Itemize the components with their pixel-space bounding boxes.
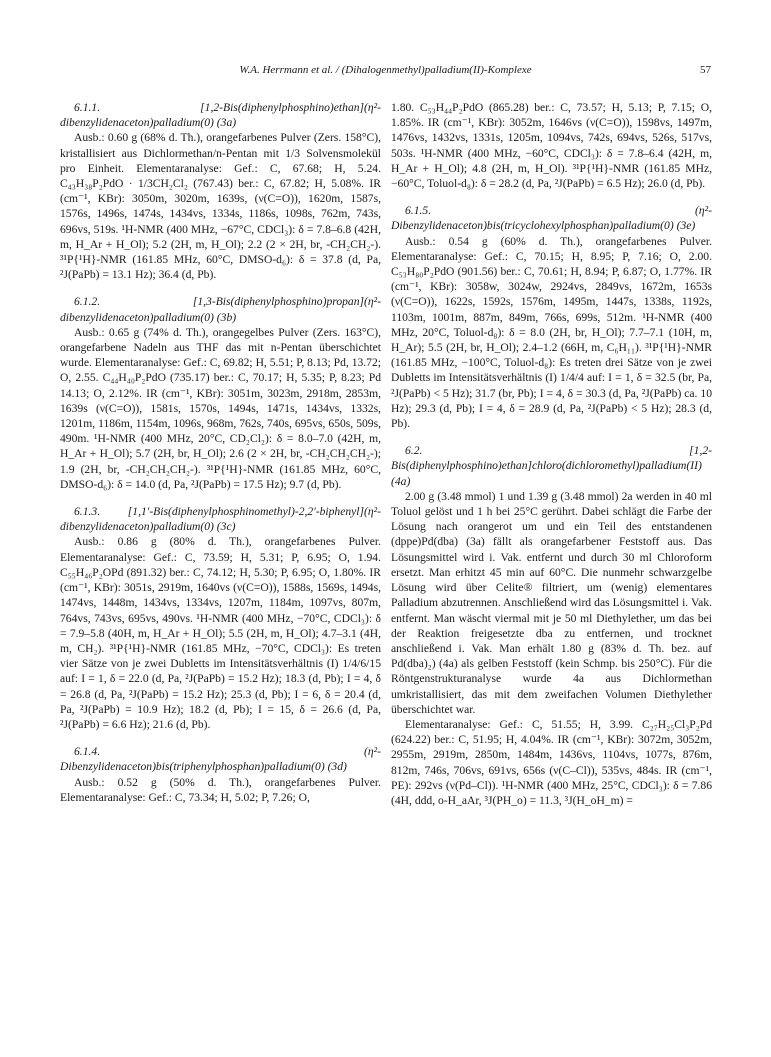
section-body-6-2-analysis: Elementaranalyse: Gef.: C, 51.55; H, 3.99. C₂₇H₂₅Cl₃P₂Pd (624.22) ber.: C, 51.95; H, 4.04%. IR (cm⁻¹, KBr): 3072m, 3052m, 2955m, 2919m, 2850m, 1484m, 1436vs, 1104vs, 1077s, 876m, 812m, 746s, 706vs, 691vs, 656s (ν(C–Cl)), 535vs, 484s. IR (cm⁻¹, PE): 292vs (ν(Pd–Cl)). ¹H-NMR (400 MHz, 25°C, CDCl₃): δ = 7.86 (4H, ddd, o-H_aAr, ³J(PH_o) = 11.3, ³J(H_oH_m) = [391, 717, 712, 807]
page-number: 57 [700, 64, 711, 76]
section-heading-6-2: 6.2. [1,2-Bis(diphenylphosphino)ethan]chloro(dichloromethyl)palladium(II) (4a) [391, 444, 712, 488]
section-body-6-1-4-continued: 1.80. C₅₃H₄₄P₂PdO (865.28) ber.: C, 73.57; H, 5.13; P, 7.15; O, 1.85%. IR (cm⁻¹, KBr): 3052m, 1646vs (ν(C=O)), 1598vs, 1497m, 1476vs, 1432vs, 1331s, 1205m, 1094vs, 742s, 694vs, 526s, 517vs, 503s. ¹H-NMR (400 MHz, −60°C, CDCl₃): δ = 7.8–6.4 (42H, m, H_Ar + H_Ol); 4.8 (2H, m, H_Ol). ³¹P{¹H}-NMR (161.85 MHz, −60°C, Toluol-d₈): δ = 28.2 (d, Pa, ²J(PaPb) = 6.5 Hz); 26.0 (d, Pb). [391, 101, 712, 191]
section-body-6-1-2: Ausb.: 0.65 g (74% d. Th.), orangegelbes Pulver (Zers. 163°C), orangefarbene Nadeln aus THF das mit n-Pentan überschichtet wurde. Elementaranalyse: Gef.: C, 69.82; H, 5.51; P, 8.13; Pd, 13.72; O, 2.55. C₄₄H₄₀P₂PdO (735.17) ber.: C, 70.17; H, 5.35; P, 8.23; Pd 14.13; O, 2.12%. IR (cm⁻¹, KBr): 3051m, 3023m, 2918m, 2853m, 1639s (ν(C=O)), 1581s, 1570s, 1494s, 1471s, 1434vs, 1332s, 1201m, 1186m, 1154m, 1096s, 968m, 762s, 740s, 695vs, 650s, 509s, 490m. ¹H-NMR (400 MHz, 20°C, CD₂Cl₂): δ = 8.0–7.0 (42H, m, H_Ar + H_Ol); 5.7 (2H, br, H_Ol); 2.6 (2 × 2H, br, -CH₂CH₂CH₂-); 1.9 (2H, br, -CH₂CH₂CH₂-). ³¹P{¹H}-NMR (161.85 MHz, 60°C, DMSO-d₆): δ = 14.0 (d, Pa, ²J(PaPb) = 17.5 Hz); 9.7 (d, Pb). [60, 325, 381, 491]
right-column [391, 100, 712, 808]
section-body-6-1-4: Ausb.: 0.52 g (50% d. Th.), orangefarbenes Pulver. Elementaranalyse: Gef.: C, 73.34; H, 5.02; P, 7.26; O, [60, 775, 381, 804]
section-heading-6-1-5: 6.1.5. (η²-Dibenzylidenaceton)bis(tricyclohexylphosphan)palladium(0) (3e) [391, 204, 712, 233]
section-body-6-2-procedure: 2.00 g (3.48 mmol) 1 und 1.39 g (3.48 mmol) 2a werden in 40 ml Toluol gelöst und 1 h bei 25°C gerührt. Dabei schlägt die Farbe der Lösung nach orangerot um und ein Teil des entstandenen (dppe)Pd(dba) (3a) fällt als orangefarbener Feststoff aus. Das Lösungsmittel wird i. Vak. entfernt und durch 30 ml Chloroform ersetzt. Man erhitzt 45 min auf 60°C. Die nunmehr schwarzgelbe Lösung wird über Celite® filtriert, um (wenig) elementares Palladium abzutrennen. Anschließend wird das Lösungsmittel i. Vak. entfernt. Man wäscht viermal mit je 50 ml Diethylether, um das bei der Reaktion freigesetzte dba zu entfernen, und trocknet anschließend i. Vak. Man erhält 1.80 g (83% d. Th. bez. auf Pd(dba)₂) (4a) als gelben Feststoff (kein Schmp. bis 250°C). Für die Röntgenstrukturanalyse wurde 4a aus Dichlormethan umkristallisiert, das mit dem zweifachen Volumen Diethylether überschichtet war. [391, 489, 712, 716]
section-heading-6-1-2: 6.1.2. [1,3-Bis(diphenylphosphino)propan](η²-dibenzylidenaceton)palladium(0) (3b) [60, 295, 381, 324]
section-heading-6-1-4: 6.1.4. (η²-Dibenzylidenaceton)bis(triphenylphosphan)palladium(0) (3d) [60, 745, 381, 774]
section-heading-6-1-1: 6.1.1. [1,2-Bis(diphenylphosphino)ethan](η²-dibenzylidenaceton)palladium(0) (3a) [60, 101, 381, 130]
section-body-6-1-3: Ausb.: 0.86 g (80% d. Th.), orangefarbenes Pulver. Elementaranalyse: Gef.: C, 73.59; H, 5.31; P, 6.95; O, 1.94. C₅₅H₄₆P₂OPd (891.32) ber.: C, 74.12; H, 5.30; P, 6.95; O, 1.80%. IR (cm⁻¹, KBr): 3051s, 2919m, 1640vs (ν(C=O)), 1588s, 1569s, 1494s, 1474vs, 1448m, 1434vs, 1334vs, 1207m, 1184m, 1097vs, 807m, 764vs, 743vs, 695vs, 490vs. ¹H-NMR (400 MHz, −70°C, CDCl₃): δ = 7.9–5.8 (40H, m, H_Ar + H_Ol); 5.5 (2H, m, H_Ol); 4.7–3.1 (4H, m, CH₂). ³¹P{¹H}-NMR (161.85 MHz, −70°C, CDCl₃): Es treten vier Sätze von je zwei Dubletts im Intensitätsverhältnis (I) 1/4/6/15 auf: I = 1, δ = 22.0 (d, Pa, ²J(PaPb) = 15.2 Hz); 18.3 (d, Pb); I = 4, δ = 26.8 (d, Pa, ²J(PaPb) = 15.2 Hz); 25.3 (d, Pb); I = 6, δ = 20.4 (d, Pa, ²J(PaPb) = 10.9 Hz); 18.2 (d, Pb); I = 15, δ = 26.6 (d, Pa, ²J(PaPb) = 6.6 Hz); 21.6 (d, Pb). [60, 535, 381, 731]
page-header [60, 64, 711, 82]
left-column [60, 100, 381, 805]
section-body-6-1-1: Ausb.: 0.60 g (68% d. Th.), orangefarbenes Pulver (Zers. 158°C), kristallisiert aus Dichlormethan/n-Pentan mit 1/3 Solvensmolekül pro Einheit. Elementaranalyse: Gef.: C, 67.68; H, 5.24. C₄₃H₃₈P₂PdO · 1/3CH₂Cl₂ (767.43) ber.: C, 67.82; H, 5.08%. IR (cm⁻¹, KBr): 3050m, 3020m, 1639s, (ν(C=O)), 1620m, 1587s, 1576s, 1496s, 1474s, 1434vs, 1334s, 1186s, 1098s, 762m, 743s, 696vs, 519s. ¹H-NMR (400 MHz, −67°C, CDCl₃): δ = 7.8–6.8 (42H, m, H_Ar + H_Ol); 5.2 (2H, m, H_Ol); 2.2 (2 × 2H, br, -CH₂CH₂-). ³¹P{¹H}-NMR (161.85 MHz, 60°C, DMSO-d₆): δ = 37.8 (d, Pa, ²J(PaPb) = 13.1 Hz); 36.4 (d, Pb). [60, 131, 381, 282]
section-body-6-1-5: Ausb.: 0.54 g (60% d. Th.), orangefarbenes Pulver. Elementaranalyse: Gef.: C, 70.15; H, 8.95; P, 7.16; O, 2.00. C₅₃H₈₀P₂PdO (901.56) ber.: C, 70.61; H, 8.94; P, 6.87; O, 1.77%. IR (cm⁻¹, KBr): 3058w, 3024w, 2924vs, 2849vs, 1672m, 1653s (ν(C=O)), 1622s, 1592s, 1576m, 1495m, 1447s, 1338s, 1192s, 1103m, 1001m, 887m, 849m, 766s, 699s, 512m. ¹H-NMR (400 MHz, 20°C, Toluol-d₈): δ = 8.0 (2H, br, H_Ol); 7.7–7.1 (10H, m, H_Ar); 5.5 (2H, br, H_Ol); 2.4–1.2 (66H, m, C₆H₁₁). ³¹P{¹H}-NMR (161.85 MHz, −100°C, Toluol-d₈): Es treten drei Sätze von je zwei Dubletts im Intensitätsverhältnis (I) 1/4/4 auf: I = 1, δ = 32.5 (br, Pa, ²J(PaPb) < 5 Hz); 31.7 (br, Pb); I = 4, δ = 30.3 (d, Pa, ²J(PaPb) ca. 10 Hz); 29.3 (d, Pb); I = 4, δ = 28.9 (d, Pa, ²J(PaPb) < 5 Hz); 28.3 (d, Pb). [391, 234, 712, 431]
section-heading-6-1-3: 6.1.3. [1,1′-Bis(diphenylphosphinomethyl)-2,2′-biphenyl](η²-dibenzylidenaceton)palladium(0) (3c) [60, 505, 381, 534]
running-title: W.A. Herrmann et al. / (Dihalogenmethyl)palladium(II)-Komplexe [239, 64, 532, 76]
